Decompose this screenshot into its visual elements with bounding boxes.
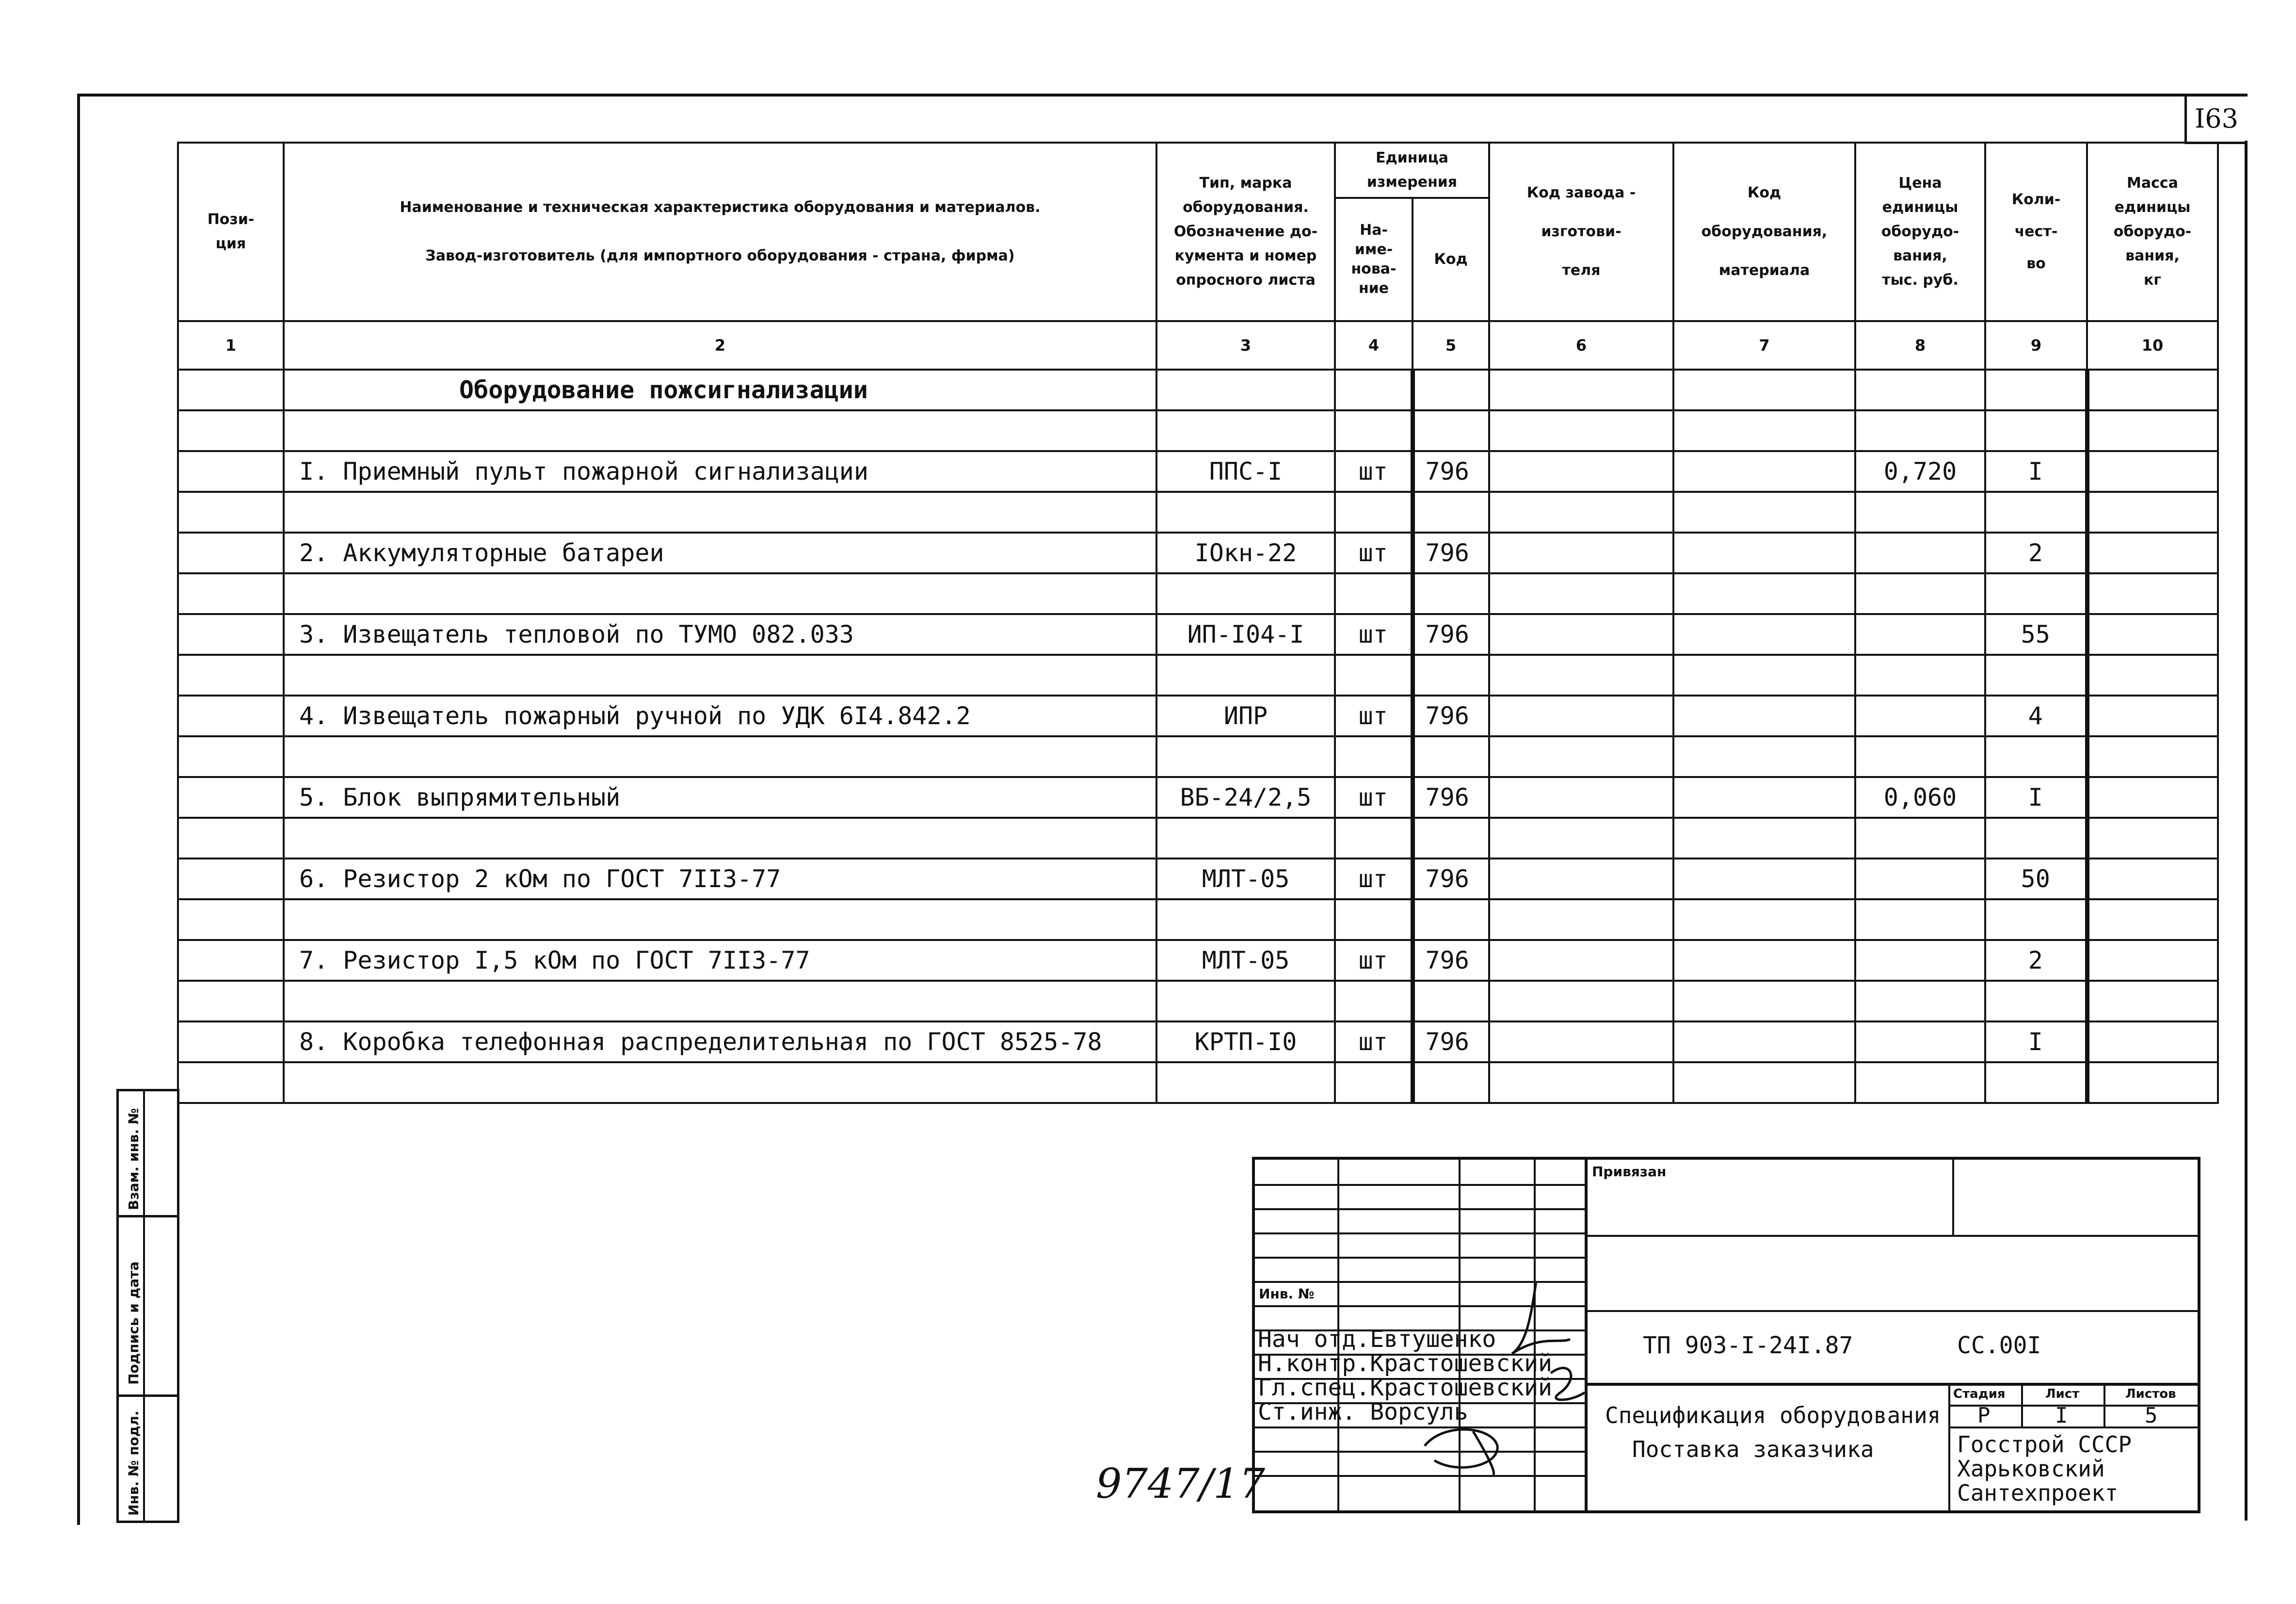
header-position (178, 143, 284, 321)
blank-cell (1335, 655, 1413, 696)
tb-hline-3 (1255, 1232, 1585, 1234)
blank-cell (1855, 899, 1985, 940)
table-row (178, 777, 2218, 818)
item-type: МЛТ-05 (1156, 859, 1335, 899)
item-type: ППС-I (1156, 451, 1335, 492)
tb-hline-1 (1255, 1184, 1585, 1186)
blank-cell (1156, 410, 1335, 451)
inv-no-label: Инв. № (1259, 1286, 1315, 1302)
item-unit: шт (1335, 451, 1413, 492)
section-pos-cell (178, 370, 284, 410)
item-mass (2087, 940, 2218, 981)
blank-cell (1673, 655, 1855, 696)
blank-cell (2087, 370, 2218, 410)
blank-cell (1413, 736, 1489, 777)
item-unit: шт (1335, 614, 1413, 655)
item-plant-code (1489, 859, 1673, 899)
item-equipment-code (1673, 696, 1855, 736)
item-unit: шт (1335, 777, 1413, 818)
blank-cell (1673, 1062, 1855, 1103)
blank-cell (1673, 492, 1855, 533)
item-type: ИП-I04-I (1156, 614, 1335, 655)
item-type: МЛТ-05 (1156, 940, 1335, 981)
item-quantity: I (1985, 1021, 2087, 1062)
header-name-line1: Наименование и техническая характеристика оборудования и материалов. (400, 199, 1041, 216)
doc-code: ТП 903-I-24I.87 (1643, 1332, 1853, 1359)
header-unit-code-text: Код (1434, 251, 1468, 268)
blank-cell (1855, 981, 1985, 1021)
section-title-row (178, 370, 2218, 410)
colnum-1: 1 (178, 321, 284, 370)
blank-cell (1156, 736, 1335, 777)
blank-cell (1985, 573, 2087, 614)
item-unit-code: 796 (1413, 777, 1489, 818)
item-name: I. Приемный пульт пожарной сигнализации (284, 451, 1156, 492)
blank-cell (1985, 1062, 2087, 1103)
blank-cell (1156, 981, 1335, 1021)
header-name (284, 143, 1156, 321)
blank-cell (1985, 981, 2087, 1021)
blank-cell (1855, 818, 1985, 859)
item-name: 3. Извещатель тепловой по ТУМО 082.033 (284, 614, 1156, 655)
item-mass (2087, 451, 2218, 492)
item-type: ИПР (1156, 696, 1335, 736)
blank-cell (1156, 573, 1335, 614)
item-mass (2087, 614, 2218, 655)
blank-cell (178, 492, 284, 533)
item-quantity: 4 (1985, 696, 2087, 736)
header-plant-code (1489, 143, 1673, 321)
org-line-1: Госстрой СССР (1957, 1431, 2132, 1458)
header-unit-code (1413, 198, 1489, 321)
blank-cell (1985, 410, 2087, 451)
item-position (178, 859, 284, 899)
colnum-8: 8 (1855, 321, 1985, 370)
table-body (178, 370, 2218, 1103)
blank-cell (1985, 736, 2087, 777)
blank-cell (1413, 655, 1489, 696)
section-title: Оборудование пожсигнализации (284, 370, 1156, 410)
side-stamp-cell-2 (119, 1217, 177, 1397)
blank-cell (1673, 736, 1855, 777)
blank-cell (178, 655, 284, 696)
colnum-3: 3 (1156, 321, 1335, 370)
blank-cell (1985, 655, 2087, 696)
item-mass (2087, 1021, 2218, 1062)
item-plant-code (1489, 1021, 1673, 1062)
blank-cell (178, 736, 284, 777)
handwritten-note: 9747/17 (1096, 1460, 1265, 1507)
sheet-label: Лист (2045, 1387, 2080, 1401)
colnum-7: 7 (1673, 321, 1855, 370)
item-quantity: 50 (1985, 859, 2087, 899)
header-equipment-code (1673, 143, 1855, 321)
item-mass (2087, 859, 2218, 899)
item-mass (2087, 696, 2218, 736)
header-name-line2: Завод-изготовитель (для импортного оборудования - страна, фирма) (425, 247, 1015, 264)
item-name: 2. Аккумуляторные батареи (284, 533, 1156, 573)
item-position (178, 940, 284, 981)
item-quantity: 2 (1985, 533, 2087, 573)
stage-label: Стадия (1953, 1387, 2006, 1401)
item-price (1855, 533, 1985, 573)
table-row (178, 1021, 2218, 1062)
spacer-row (178, 410, 2218, 451)
tb-hline-4 (1255, 1257, 1585, 1259)
blank-cell (1335, 492, 1413, 533)
item-unit-code: 796 (1413, 940, 1489, 981)
specification-table (177, 142, 2219, 1104)
item-price: 0,060 (1855, 777, 1985, 818)
blank-cell (1335, 370, 1413, 410)
spacer-row (178, 818, 2218, 859)
header-mass-text: Масса единицы оборудо- вания, кг (2113, 175, 2192, 289)
signature-row-1: Нач отд.Евтушенко (1258, 1326, 1496, 1353)
item-name: 8. Коробка телефонная распределительная по ГОСТ 8525-78 (284, 1021, 1156, 1062)
item-equipment-code (1673, 451, 1855, 492)
blank-cell (1673, 410, 1855, 451)
tb-hline-code-top (1585, 1310, 2200, 1312)
table-row (178, 533, 2218, 573)
table-row (178, 614, 2218, 655)
blank-cell (1489, 899, 1673, 940)
item-price (1855, 1021, 1985, 1062)
blank-cell (1335, 899, 1413, 940)
item-unit: шт (1335, 1021, 1413, 1062)
doc-title-1: Спецификация оборудования (1605, 1402, 1941, 1428)
blank-cell (1156, 370, 1335, 410)
tb-privyazan-divider (1952, 1160, 1954, 1235)
item-equipment-code (1673, 859, 1855, 899)
blank-cell (2087, 736, 2218, 777)
blank-cell (1335, 573, 1413, 614)
blank-cell (1156, 1062, 1335, 1103)
blank-cell (2087, 981, 2218, 1021)
item-quantity: 55 (1985, 614, 2087, 655)
item-price (1855, 614, 1985, 655)
item-type: IОкн-22 (1156, 533, 1335, 573)
header-price-text: Цена единицы оборудо- вания, тыс. руб. (1881, 175, 1959, 289)
blank-cell (284, 573, 1156, 614)
blank-cell (1156, 818, 1335, 859)
privyazan-label: Привязан (1592, 1164, 1667, 1180)
item-mass (2087, 533, 2218, 573)
blank-cell (1855, 370, 1985, 410)
item-unit-code: 796 (1413, 859, 1489, 899)
blank-cell (1985, 492, 2087, 533)
org-line-2: Харьковский (1957, 1456, 2105, 1482)
blank-cell (1335, 981, 1413, 1021)
blank-cell (178, 1062, 284, 1103)
side-stamp-cell-1 (119, 1091, 177, 1217)
stage-value: Р (1977, 1403, 1991, 1428)
column-number-row (178, 321, 2218, 370)
header-price (1855, 143, 1985, 321)
sheets-value: 5 (2145, 1403, 2158, 1428)
blank-cell (1335, 818, 1413, 859)
item-name: 5. Блок выпрямительный (284, 777, 1156, 818)
item-price (1855, 859, 1985, 899)
table-row (178, 451, 2218, 492)
item-name: 6. Резистор 2 кОм по ГОСТ 7II3-77 (284, 859, 1156, 899)
side-stamp (116, 1089, 179, 1523)
header-mass (2087, 143, 2218, 321)
item-unit-code: 796 (1413, 614, 1489, 655)
blank-cell (1489, 370, 1673, 410)
blank-cell (2087, 1062, 2218, 1103)
item-plant-code (1489, 940, 1673, 981)
blank-cell (1489, 736, 1673, 777)
blank-cell (1855, 492, 1985, 533)
blank-cell (2087, 899, 2218, 940)
sheet-number: I63 (2184, 95, 2246, 144)
table-row (178, 940, 2218, 981)
signature-row-2: Н.контр.Крастошевский (1258, 1350, 1552, 1377)
item-unit-code: 796 (1413, 533, 1489, 573)
blank-cell (284, 410, 1156, 451)
tb-hline-privyazan (1585, 1235, 2200, 1237)
signature-row-3: Гл.спец.Крастошевский (1258, 1374, 1552, 1401)
header-equipment-code-text: Код оборудования, материала (1701, 184, 1828, 279)
header-quantity (1985, 143, 2087, 321)
blank-cell (1413, 492, 1489, 533)
header-type (1156, 143, 1335, 321)
table-row (178, 696, 2218, 736)
sheet-value: I (2055, 1403, 2068, 1428)
spacer-row (178, 655, 2218, 696)
signature-scribbles (1415, 1271, 1590, 1480)
doc-title-2: Поставка заказчика (1632, 1436, 1874, 1462)
header-type-text: Тип, марка оборудования. Обозначение до- кумента и номер опросного листа (1173, 175, 1318, 289)
blank-cell (1985, 818, 2087, 859)
blank-cell (1673, 573, 1855, 614)
item-unit: шт (1335, 533, 1413, 573)
tb-hline-code-bottom (1585, 1383, 2200, 1386)
colnum-5: 5 (1413, 321, 1489, 370)
item-quantity: I (1985, 777, 2087, 818)
colnum-6: 6 (1489, 321, 1673, 370)
blank-cell (2087, 655, 2218, 696)
header-plant-code-text: Код завода - изготови- теля (1526, 184, 1636, 279)
blank-cell (1413, 573, 1489, 614)
blank-cell (2087, 573, 2218, 614)
header-unit-group (1335, 143, 1489, 198)
item-unit-code: 796 (1413, 451, 1489, 492)
blank-cell (1985, 370, 2087, 410)
item-position (178, 777, 284, 818)
side-stamp-label-3: Инв. № подл. (126, 1410, 142, 1516)
item-equipment-code (1673, 777, 1855, 818)
item-type: КРТП-I0 (1156, 1021, 1335, 1062)
side-stamp-cell-3 (119, 1397, 177, 1523)
blank-cell (284, 492, 1156, 533)
blank-cell (1489, 818, 1673, 859)
side-stamp-label-1: Взам. инв. № (126, 1108, 142, 1210)
blank-cell (284, 899, 1156, 940)
item-plant-code (1489, 451, 1673, 492)
blank-cell (178, 981, 284, 1021)
blank-cell (2087, 492, 2218, 533)
blank-cell (1335, 736, 1413, 777)
tb-vline-stage (1948, 1383, 1950, 1511)
side-stamp-label-2: Подпись и дата (126, 1261, 142, 1385)
blank-cell (2087, 818, 2218, 859)
item-position (178, 696, 284, 736)
spacer-row (178, 1062, 2218, 1103)
blank-cell (1413, 410, 1489, 451)
header-quantity-text: Коли- чест- во (2011, 191, 2061, 272)
item-equipment-code (1673, 533, 1855, 573)
blank-cell (1489, 981, 1673, 1021)
blank-cell (1673, 899, 1855, 940)
item-plant-code (1489, 696, 1673, 736)
item-plant-code (1489, 777, 1673, 818)
item-unit-code: 796 (1413, 696, 1489, 736)
blank-cell (1156, 492, 1335, 533)
item-unit: шт (1335, 940, 1413, 981)
tb-hline-2 (1255, 1208, 1585, 1210)
blank-cell (284, 655, 1156, 696)
item-equipment-code (1673, 614, 1855, 655)
blank-cell (1156, 655, 1335, 696)
blank-cell (178, 573, 284, 614)
blank-cell (1413, 899, 1489, 940)
item-price (1855, 940, 1985, 981)
org-line-3: Сантехпроект (1957, 1480, 2119, 1506)
blank-cell (1489, 1062, 1673, 1103)
item-quantity: I (1985, 451, 2087, 492)
blank-cell (1673, 818, 1855, 859)
blank-cell (1855, 1062, 1985, 1103)
item-unit: шт (1335, 696, 1413, 736)
item-plant-code (1489, 614, 1673, 655)
spacer-row (178, 492, 2218, 533)
blank-cell (284, 1062, 1156, 1103)
header-position-text: Пози- ция (207, 211, 255, 252)
spacer-row (178, 899, 2218, 940)
header-unit-group-text: Единица измерения (1366, 149, 1458, 191)
blank-cell (284, 736, 1156, 777)
blank-cell (1855, 410, 1985, 451)
sheets-label: Листов (2125, 1387, 2176, 1401)
colnum-10: 10 (2087, 321, 2218, 370)
doc-suffix: СС.00I (1957, 1332, 2041, 1359)
blank-cell (178, 899, 284, 940)
item-price (1855, 696, 1985, 736)
item-price: 0,720 (1855, 451, 1985, 492)
blank-cell (1855, 736, 1985, 777)
header-unit-name-text: На- име- нова- ние (1351, 222, 1397, 297)
blank-cell (1985, 899, 2087, 940)
blank-cell (284, 818, 1156, 859)
blank-cell (1489, 573, 1673, 614)
item-type: ВБ-24/2,5 (1156, 777, 1335, 818)
spacer-row (178, 573, 2218, 614)
item-equipment-code (1673, 1021, 1855, 1062)
colnum-4: 4 (1335, 321, 1413, 370)
table-row (178, 859, 2218, 899)
item-quantity: 2 (1985, 940, 2087, 981)
blank-cell (1335, 410, 1413, 451)
blank-cell (1489, 492, 1673, 533)
blank-cell (1673, 370, 1855, 410)
item-name: 7. Резистор I,5 кОм по ГОСТ 7II3-77 (284, 940, 1156, 981)
signature-row-4: Ст.инж. Ворсуль (1258, 1398, 1468, 1426)
title-block (1252, 1157, 2200, 1513)
item-equipment-code (1673, 940, 1855, 981)
table-header-row (178, 143, 2218, 198)
blank-cell (1156, 899, 1335, 940)
blank-cell (1855, 573, 1985, 614)
item-plant-code (1489, 533, 1673, 573)
colnum-9: 9 (1985, 321, 2087, 370)
item-position (178, 451, 284, 492)
blank-cell (1489, 655, 1673, 696)
item-mass (2087, 777, 2218, 818)
blank-cell (178, 818, 284, 859)
blank-cell (2087, 410, 2218, 451)
item-position (178, 1021, 284, 1062)
blank-cell (1673, 981, 1855, 1021)
blank-cell (1335, 1062, 1413, 1103)
blank-cell (1489, 410, 1673, 451)
blank-cell (1413, 818, 1489, 859)
blank-cell (1413, 1062, 1489, 1103)
blank-cell (284, 981, 1156, 1021)
item-unit-code: 796 (1413, 1021, 1489, 1062)
header-unit-name (1335, 198, 1413, 321)
blank-cell (1413, 370, 1489, 410)
item-name: 4. Извещатель пожарный ручной по УДК 6I4.842.2 (284, 696, 1156, 736)
item-unit: шт (1335, 859, 1413, 899)
colnum-2: 2 (284, 321, 1156, 370)
blank-cell (178, 410, 284, 451)
item-position (178, 614, 284, 655)
spacer-row (178, 981, 2218, 1021)
blank-cell (1413, 981, 1489, 1021)
item-position (178, 533, 284, 573)
drawing-frame-right-edge (2245, 141, 2248, 1521)
spacer-row (178, 736, 2218, 777)
blank-cell (1855, 655, 1985, 696)
